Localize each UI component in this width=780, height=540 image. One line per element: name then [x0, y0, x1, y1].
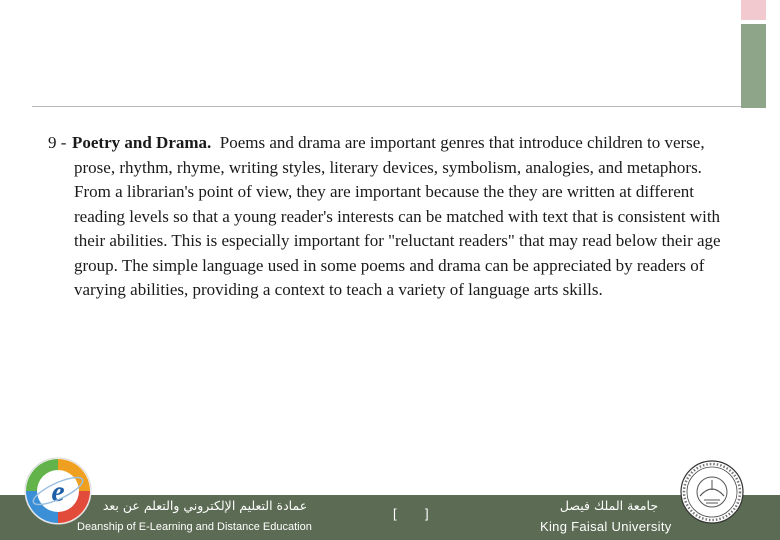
page-bracket-open: [ — [393, 506, 397, 521]
deanship-english: Deanship of E-Learning and Distance Education — [77, 521, 312, 533]
header-divider — [32, 106, 741, 107]
university-seal-logo-icon — [680, 460, 744, 524]
item-text: Poems and drama are important genres that introduce children to verse, prose, rhythm, rhyme, writing styles, literary devices, symbolism, analogies, and metaphors. From a librarian's point of view, they are important because the they are written at different reading levels so that a young reader's interests can be matched with text that is consistent with their abilities. This is especially important for "reluctant readers" that may read below their age group. The simple language used in some poems and drama can be appreciated by readers of varying abilities, providing a context to teach a variety of language arts skills. — [74, 133, 721, 299]
university-english: King Faisal University — [540, 519, 672, 534]
footer-bar — [0, 495, 780, 540]
university-arabic: جامعة الملك فيصل — [559, 498, 659, 513]
elearning-globe-logo-icon — [22, 455, 94, 527]
page-bracket-close: ] — [425, 506, 429, 521]
item-number: 9 - — [48, 133, 67, 152]
accent-bar-green — [741, 24, 766, 108]
item-paragraph — [74, 131, 738, 303]
svg-text:e: e — [51, 475, 65, 508]
deanship-arabic: عمادة التعليم الإلكتروني والتعلم عن بعد — [102, 498, 308, 513]
item-lead: Poetry and Drama. — [72, 133, 212, 152]
accent-bar-pink — [741, 0, 766, 20]
slide-body — [48, 131, 738, 303]
